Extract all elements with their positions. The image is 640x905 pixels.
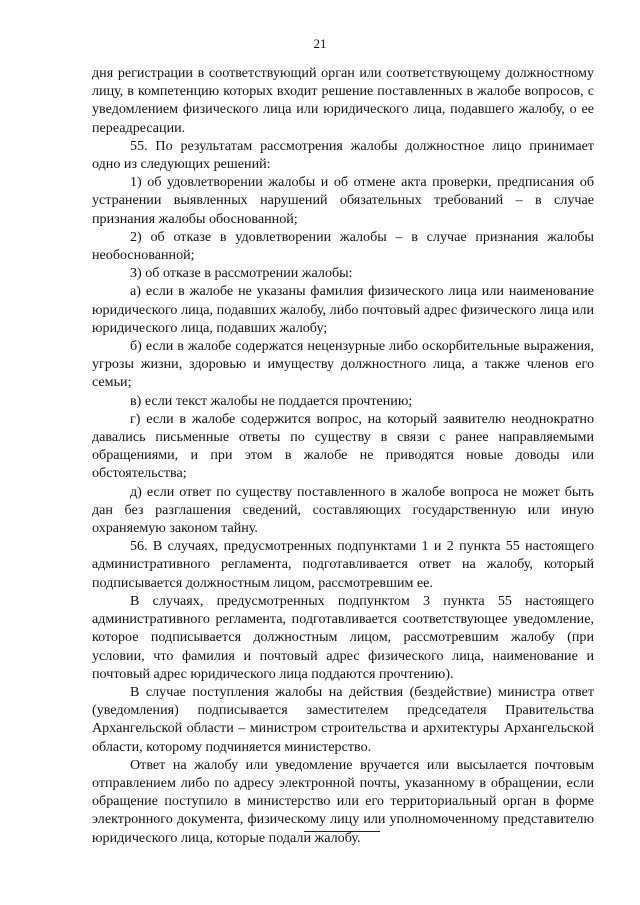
end-divider [304,831,380,832]
page-number: 21 [313,36,327,51]
paragraph: а) если в жалобе не указаны фамилия физического лица или наименование юридического лица, подавших жалобу, либо почтовый адрес физического лица или юридического лица, подавших жалобу; [92,283,594,336]
paragraph: Ответ на жалобу или уведомление вручается или высылается почтовым отправлением либо по адресу электронной почты, указанному в обращении, если обращение поступило в министерство или его территориальный орган в форме электронного документа, физическому лицу или уполномоченному представителю юридического лица, которые подали жалобу. [92,756,594,846]
paragraph: 2) об отказе в удовлетворении жалобы – в случае признания жалобы необоснованной; [92,228,594,264]
paragraph: в) если текст жалобы не поддается прочтению; [130,392,413,409]
paragraph: В случае поступления жалобы на действия (бездействие) министра ответ (уведомления) подписывается заместителем председателя Правительства Архангельской области – министром строительства и архитектуры Архангельской области, которому подчиняется министерство. [92,683,594,755]
paragraph: г) если в жалобе содержится вопрос, на который заявителю неоднократно давались письменные ответы по существу в связи с ранее направляемыми обращениями, и при этом в жалобе не приводятся новые доводы или обстоятельства; [92,410,594,482]
paragraph: В случаях, предусмотренных подпунктом 3 пункта 55 настоящего административного регламента, подготавливается соответствующее уведомление, которое подписывается должностным лицом, рассмотревшим жалобу (при условии, что фамилия и почтовый адрес физического лица, наименование и почтовый адрес юридического лица поддаются прочтению). [92,592,594,682]
paragraph: б) если в жалобе содержатся нецензурные либо оскорбительные выражения, угрозы жизни, здоровью и имуществу должностного лица, а также членов его семьи; [92,338,594,391]
paragraph: д) если ответ по существу поставленного в жалобе вопроса не может быть дан без разглашения сведений, составляющих государственную или иную охраняемую законом тайну. [92,483,594,537]
document-body [92,64,594,847]
paragraph: 55. По результатам рассмотрения жалобы должностное лицо принимает одно из следующих решений: [92,137,594,173]
paragraph: 56. В случаях, предусмотренных подпунктами 1 и 2 пункта 55 настоящего административного регламента, подготавливается ответ на жалобу, который подписывается должностным лицом, рассмотревшим ее. [92,538,594,591]
paragraph: 1) об удовлетворении жалобы и об отмене акта проверки, предписания об устранении выявленных нарушений обязательных требований – в случае признания жалобы обоснованной; [92,174,594,227]
paragraph: 3) об отказе в рассмотрении жалобы: [130,265,353,282]
paragraph: дня регистрации в соответствующий орган или соответствующему должностному лицу, в компетенцию которых входит решение поставленных в жалобе вопросов, с уведомлением физического лица или юридического лица, подавшего жалобу, о ее переадресации. [92,65,594,136]
